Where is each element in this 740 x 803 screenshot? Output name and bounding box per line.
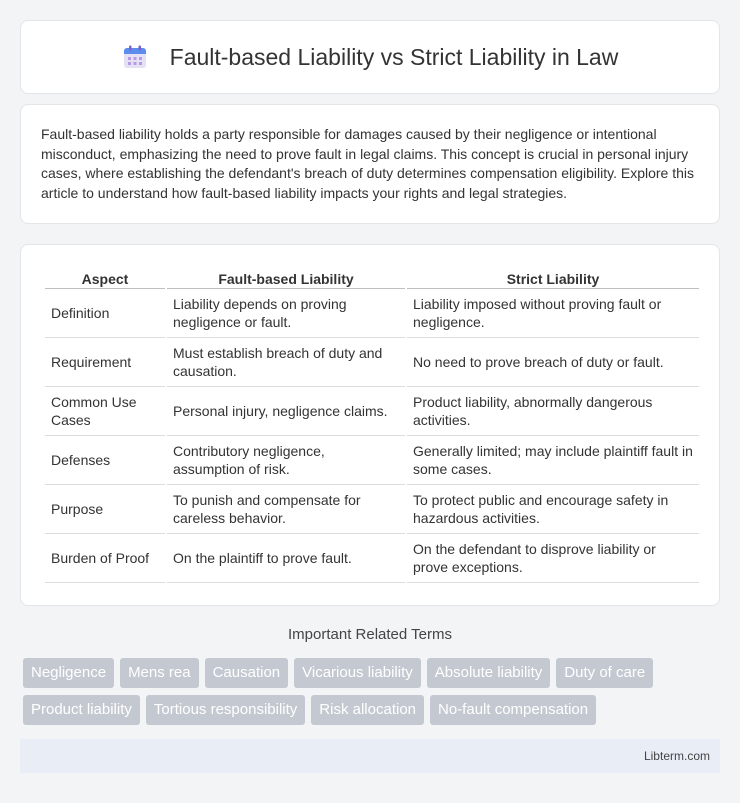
table-cell: Purpose <box>45 485 165 534</box>
page-title: Fault-based Liability vs Strict Liability in Law <box>169 43 619 70</box>
tag-tortious-responsibility[interactable]: Tortious responsibility <box>146 695 305 725</box>
tag-mens-rea[interactable]: Mens rea <box>120 658 199 688</box>
header-fault-based: Fault-based Liability <box>167 265 405 289</box>
table-cell: Contributory negligence, assumption of risk. <box>167 436 405 485</box>
table-cell: Burden of Proof <box>45 534 165 583</box>
related-terms-title: Important Related Terms <box>288 626 452 643</box>
table-cell: Generally limited; may include plaintiff fault in some cases. <box>407 436 699 485</box>
footer <box>20 739 720 773</box>
comparison-table <box>43 265 701 583</box>
table-cell: Defenses <box>45 436 165 485</box>
header-strict: Strict Liability <box>407 265 699 289</box>
table-header-row <box>45 265 699 289</box>
tag-no-fault-compensation[interactable]: No-fault compensation <box>430 695 596 725</box>
header-card <box>20 20 720 94</box>
tag-absolute-liability[interactable]: Absolute liability <box>427 658 551 688</box>
tag-risk-allocation[interactable]: Risk allocation <box>311 695 424 725</box>
table-row <box>45 436 699 485</box>
table-cell: Liability imposed without proving fault or negligence. <box>407 289 699 338</box>
intro-text: Fault-based liability holds a party responsible for damages caused by their negligence or intentional misconduct, emphasizing the need to prove fault in legal claims. This concept is crucial in personal injury cases, where establishing the defendant's breach of duty determines compensation eligibility. Explore this article to understand how fault-based liability impacts your rights and legal strategies. <box>41 126 695 201</box>
table-cell: On the plaintiff to prove fault. <box>167 534 405 583</box>
table-row <box>45 485 699 534</box>
table-cell: Must establish breach of duty and causation. <box>167 338 405 387</box>
table-cell: On the defendant to disprove liability or prove exceptions. <box>407 534 699 583</box>
table-cell: Common Use Cases <box>45 387 165 436</box>
table-cell: To protect public and encourage safety in hazardous activities. <box>407 485 699 534</box>
table-cell: No need to prove breach of duty or fault. <box>407 338 699 387</box>
table-row <box>45 534 699 583</box>
table-cell: Liability depends on proving negligence or fault. <box>167 289 405 338</box>
table-cell: Product liability, abnormally dangerous activities. <box>407 387 699 436</box>
tag-causation[interactable]: Causation <box>205 658 289 688</box>
intro-card <box>20 104 720 224</box>
related-terms-list <box>23 658 723 725</box>
tag-product-liability[interactable]: Product liability <box>23 695 140 725</box>
tag-vicarious-liability[interactable]: Vicarious liability <box>294 658 421 688</box>
comparison-table-card <box>20 244 720 606</box>
table-cell: Definition <box>45 289 165 338</box>
table-row <box>45 289 699 338</box>
table-cell: To punish and compensate for careless behavior. <box>167 485 405 534</box>
tag-negligence[interactable]: Negligence <box>23 658 114 688</box>
table-row <box>45 387 699 436</box>
table-cell: Personal injury, negligence claims. <box>167 387 405 436</box>
header-aspect: Aspect <box>45 265 165 289</box>
footer-brand-link[interactable]: Libterm.com <box>643 749 710 763</box>
table-row <box>45 338 699 387</box>
calendar-icon <box>122 44 148 70</box>
table-cell: Requirement <box>45 338 165 387</box>
tag-duty-of-care[interactable]: Duty of care <box>556 658 653 688</box>
